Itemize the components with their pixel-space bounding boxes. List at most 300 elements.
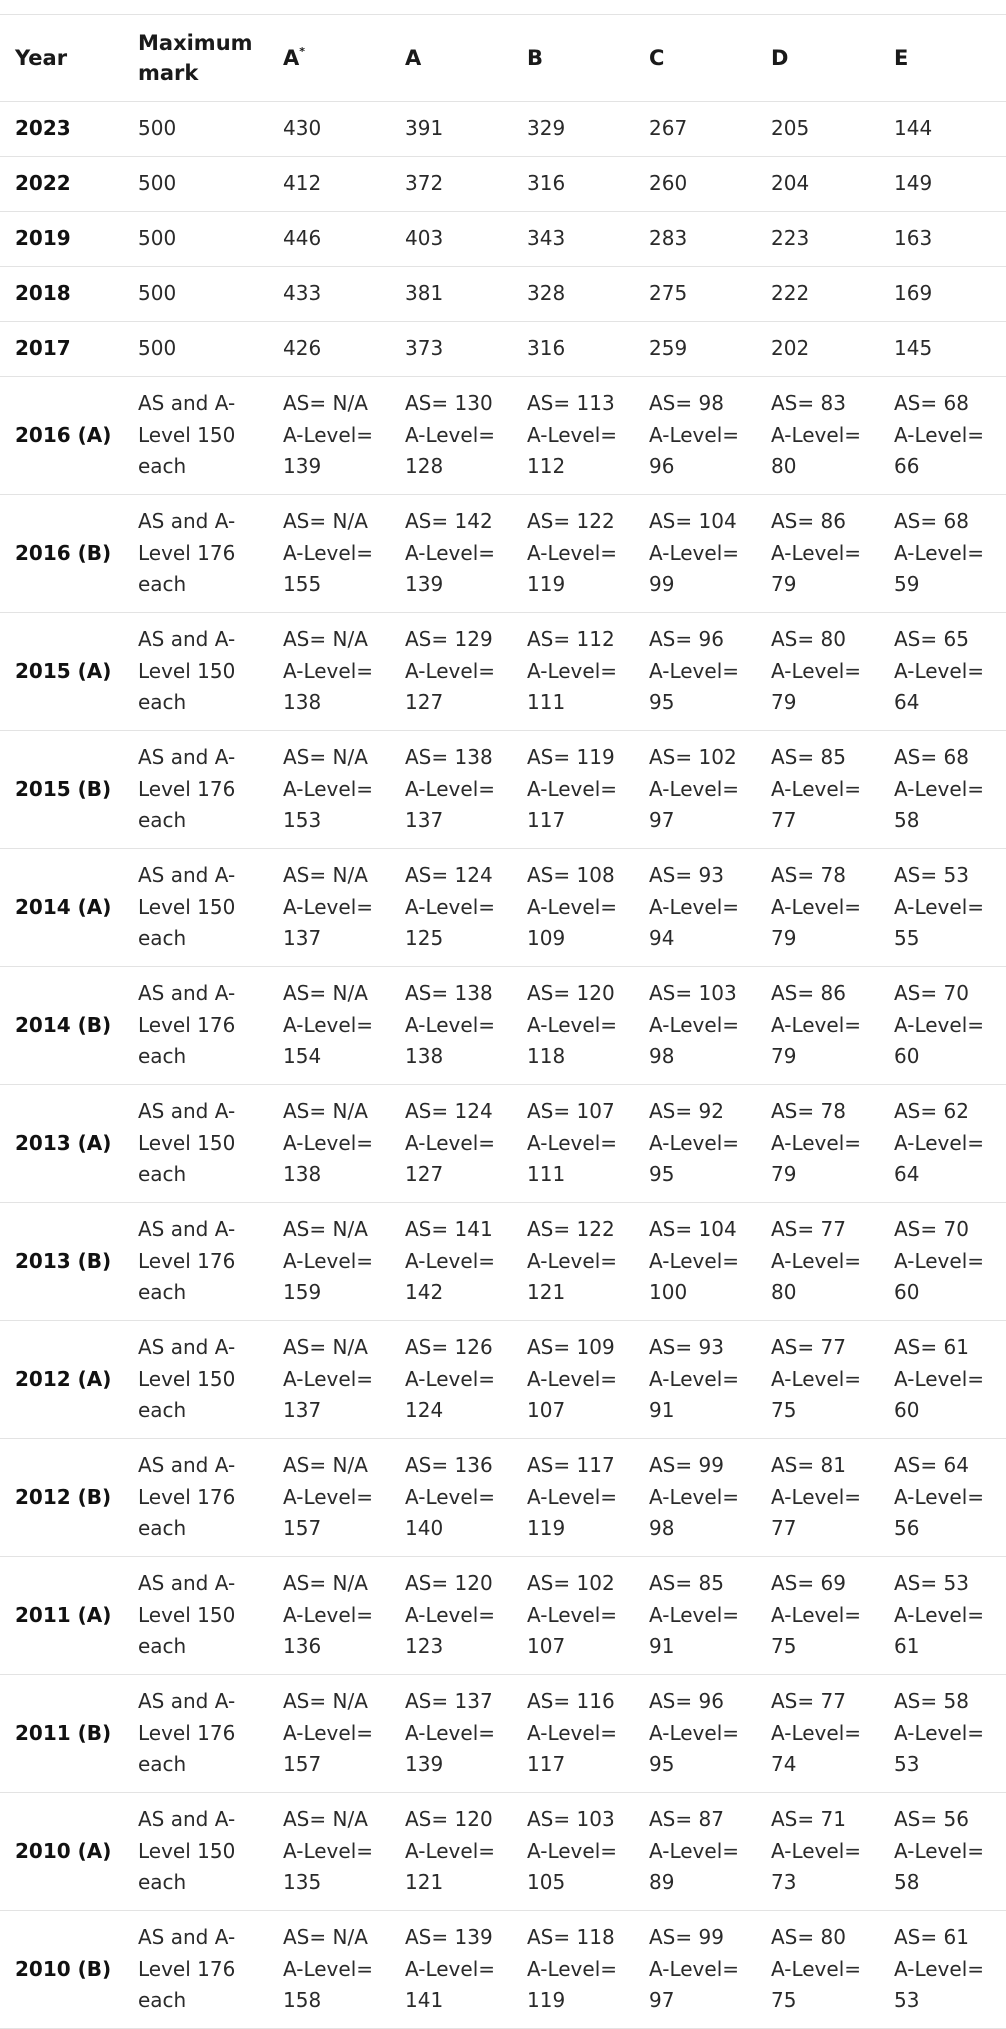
cell-line: A-Level= — [894, 776, 985, 801]
cell-line: AS= N/A — [283, 1099, 368, 1124]
cell-grade-d — [756, 1321, 879, 1439]
cell-line: 142 — [405, 1280, 444, 1305]
cell-grade-c — [634, 1203, 756, 1321]
cell-line: Level 176 — [138, 1956, 236, 1981]
cell-grade-c — [634, 1793, 756, 1911]
cell-line: Level 150 — [138, 1602, 236, 1627]
cell-line: 89 — [649, 1870, 675, 1895]
cell-line: 121 — [405, 1870, 444, 1895]
table-body — [0, 102, 1006, 2029]
cell-grade-a-star: 426 — [268, 322, 390, 377]
cell-line: AS and A- — [138, 1689, 236, 1714]
cell-line: 100 — [649, 1280, 688, 1305]
cell-line: A-Level= — [649, 1720, 740, 1745]
cell-line: A-Level= — [894, 1130, 985, 1155]
header-grade-e: E — [879, 15, 1006, 102]
cell-line: AS= 124 — [405, 1099, 493, 1124]
cell-line: AS= 126 — [405, 1335, 493, 1360]
cell-line: 139 — [283, 454, 322, 479]
cell-line: AS= 104 — [649, 509, 737, 534]
cell-grade-c: 267 — [634, 102, 756, 157]
cell-grade-a: 372 — [390, 157, 512, 212]
cell-line: A-Level= — [527, 540, 618, 565]
cell-year: 2014 (A) — [0, 849, 123, 967]
cell-line: A-Level= — [405, 1366, 496, 1391]
cell-line: A-Level= — [894, 1602, 985, 1627]
cell-line: 77 — [771, 1516, 797, 1541]
cell-line: A-Level= — [527, 1130, 618, 1155]
cell-line: AS and A- — [138, 1925, 236, 1950]
cell-line: 111 — [527, 690, 566, 715]
cell-grade-e — [879, 377, 1006, 495]
cell-line: 98 — [649, 1516, 675, 1541]
cell-line: A-Level= — [283, 776, 374, 801]
cell-line: AS= N/A — [283, 1335, 368, 1360]
cell-line: AS= 80 — [771, 627, 846, 652]
cell-line: A-Level= — [649, 1484, 740, 1509]
cell-line: A-Level= — [283, 540, 374, 565]
cell-line: 75 — [771, 1398, 797, 1423]
cell-line: AS= N/A — [283, 627, 368, 652]
cell-line: 53 — [894, 1752, 920, 1777]
cell-grade-c — [634, 1321, 756, 1439]
cell-line: 119 — [527, 572, 566, 597]
cell-line: A-Level= — [283, 1248, 374, 1273]
cell-grade-b — [512, 731, 634, 849]
cell-line: A-Level= — [283, 1838, 374, 1863]
cell-line: 53 — [894, 1988, 920, 2013]
cell-year: 2011 (B) — [0, 1675, 123, 1793]
cell-line: 139 — [405, 1752, 444, 1777]
cell-grade-b — [512, 1085, 634, 1203]
cell-line: AS and A- — [138, 1807, 236, 1832]
cell-line: 158 — [283, 1988, 322, 2013]
cell-line: A-Level= — [283, 1602, 374, 1627]
cell-line: AS= 122 — [527, 1217, 615, 1242]
cell-line: AS= 138 — [405, 745, 493, 770]
cell-grade-c: 260 — [634, 157, 756, 212]
cell-line: AS= 93 — [649, 863, 724, 888]
cell-grade-b — [512, 377, 634, 495]
cell-grade-e — [879, 1439, 1006, 1557]
cell-line: AS= 83 — [771, 391, 846, 416]
cell-line: A-Level= — [283, 1956, 374, 1981]
cell-line: 125 — [405, 926, 444, 951]
cell-line: AS and A- — [138, 391, 236, 416]
cell-line: A-Level= — [527, 776, 618, 801]
cell-line: A-Level= — [771, 1366, 862, 1391]
cell-grade-e: 163 — [879, 212, 1006, 267]
cell-line: each — [138, 926, 187, 951]
cell-grade-a — [390, 1675, 512, 1793]
cell-line: 121 — [527, 1280, 566, 1305]
cell-grade-e — [879, 1203, 1006, 1321]
cell-line: 119 — [527, 1516, 566, 1541]
cell-grade-b — [512, 1911, 634, 2029]
cell-line: Level 176 — [138, 1484, 236, 1509]
table-row — [0, 1793, 1006, 1911]
cell-line: A-Level= — [771, 1248, 862, 1273]
cell-line: 109 — [527, 926, 566, 951]
cell-line: AS= 138 — [405, 981, 493, 1006]
cell-grade-d — [756, 613, 879, 731]
cell-grade-d — [756, 1439, 879, 1557]
cell-line: A-Level= — [771, 540, 862, 565]
cell-grade-d — [756, 1203, 879, 1321]
cell-year: 2018 — [0, 267, 123, 322]
cell-line: each — [138, 808, 187, 833]
cell-line: AS= 109 — [527, 1335, 615, 1360]
cell-line: A-Level= — [649, 776, 740, 801]
cell-maximum-mark — [123, 1085, 268, 1203]
cell-line: 91 — [649, 1398, 675, 1423]
cell-grade-a-star: 446 — [268, 212, 390, 267]
cell-grade-a — [390, 1439, 512, 1557]
cell-line: 58 — [894, 1870, 920, 1895]
cell-line: AS= 120 — [527, 981, 615, 1006]
cell-line: AS= 136 — [405, 1453, 493, 1478]
cell-line: A-Level= — [527, 1366, 618, 1391]
cell-line: A-Level= — [894, 1484, 985, 1509]
cell-line: AS= N/A — [283, 981, 368, 1006]
cell-line: A-Level= — [894, 894, 985, 919]
cell-year: 2016 (A) — [0, 377, 123, 495]
cell-grade-d — [756, 967, 879, 1085]
cell-line: AS= 85 — [649, 1571, 724, 1596]
cell-line: AS= N/A — [283, 1807, 368, 1832]
cell-line: 139 — [405, 572, 444, 597]
cell-grade-b — [512, 1675, 634, 1793]
table-row — [0, 212, 1006, 267]
cell-line: AS= 68 — [894, 509, 969, 534]
cell-grade-e — [879, 1321, 1006, 1439]
header-grade-c: C — [634, 15, 756, 102]
cell-year: 2019 — [0, 212, 123, 267]
cell-line: AS and A- — [138, 1335, 236, 1360]
cell-grade-b: 329 — [512, 102, 634, 157]
cell-year: 2013 (B) — [0, 1203, 123, 1321]
cell-line: A-Level= — [649, 1012, 740, 1037]
cell-grade-c: 283 — [634, 212, 756, 267]
cell-grade-b — [512, 849, 634, 967]
header-maximum-mark-text: Maximum mark — [138, 31, 253, 85]
cell-line: 79 — [771, 690, 797, 715]
cell-line: A-Level= — [405, 1248, 496, 1273]
cell-line: A-Level= — [283, 658, 374, 683]
cell-grade-d: 223 — [756, 212, 879, 267]
cell-line: 117 — [527, 1752, 566, 1777]
cell-year: 2012 (B) — [0, 1439, 123, 1557]
cell-grade-a-star — [268, 1085, 390, 1203]
cell-line: A-Level= — [283, 1484, 374, 1509]
cell-line: A-Level= — [405, 1602, 496, 1627]
cell-line: AS= 112 — [527, 627, 615, 652]
cell-grade-c — [634, 1439, 756, 1557]
cell-grade-e: 149 — [879, 157, 1006, 212]
cell-line: AS and A- — [138, 1217, 236, 1242]
cell-grade-a — [390, 613, 512, 731]
cell-line: A-Level= — [405, 540, 496, 565]
cell-line: A-Level= — [771, 776, 862, 801]
cell-line: 79 — [771, 1162, 797, 1187]
cell-grade-a-star — [268, 377, 390, 495]
cell-grade-a-star — [268, 1439, 390, 1557]
cell-line: A-Level= — [405, 1484, 496, 1509]
cell-line: A-Level= — [405, 422, 496, 447]
cell-grade-e — [879, 1793, 1006, 1911]
cell-grade-e — [879, 613, 1006, 731]
cell-line: 96 — [649, 454, 675, 479]
cell-line: AS= 81 — [771, 1453, 846, 1478]
cell-grade-a-star — [268, 967, 390, 1085]
cell-year: 2010 (A) — [0, 1793, 123, 1911]
cell-line: AS= 70 — [894, 981, 969, 1006]
cell-grade-a — [390, 1203, 512, 1321]
cell-line: AS= 77 — [771, 1689, 846, 1714]
cell-line: A-Level= — [405, 658, 496, 683]
cell-year: 2017 — [0, 322, 123, 377]
cell-grade-d — [756, 849, 879, 967]
cell-line: AS= 113 — [527, 391, 615, 416]
cell-line: 118 — [527, 1044, 566, 1069]
cell-line: Level 176 — [138, 1012, 236, 1037]
cell-grade-c — [634, 1557, 756, 1675]
cell-grade-e — [879, 1557, 1006, 1675]
cell-line: A-Level= — [771, 894, 862, 919]
cell-line: A-Level= — [894, 1720, 985, 1745]
header-grade-a: A — [390, 15, 512, 102]
cell-line: A-Level= — [527, 894, 618, 919]
cell-line: AS= 77 — [771, 1217, 846, 1242]
cell-line: 73 — [771, 1870, 797, 1895]
table-row — [0, 157, 1006, 212]
cell-grade-a: 373 — [390, 322, 512, 377]
cell-line: 79 — [771, 926, 797, 951]
cell-line: 138 — [283, 690, 322, 715]
cell-line: AS= 117 — [527, 1453, 615, 1478]
cell-line: A-Level= — [405, 776, 496, 801]
cell-grade-b — [512, 495, 634, 613]
cell-line: AS= 62 — [894, 1099, 969, 1124]
cell-line: 61 — [894, 1634, 920, 1659]
cell-line: AS= 87 — [649, 1807, 724, 1832]
cell-line: AS= 70 — [894, 1217, 969, 1242]
cell-line: A-Level= — [894, 540, 985, 565]
cell-line: 141 — [405, 1988, 444, 2013]
cell-grade-d — [756, 1085, 879, 1203]
cell-line: 128 — [405, 454, 444, 479]
table-row — [0, 731, 1006, 849]
cell-year: 2014 (B) — [0, 967, 123, 1085]
cell-line: A-Level= — [894, 1956, 985, 1981]
cell-line: 157 — [283, 1752, 322, 1777]
cell-line: 94 — [649, 926, 675, 951]
cell-line: A-Level= — [527, 1012, 618, 1037]
cell-line: A-Level= — [283, 1012, 374, 1037]
header-grade-a-star-letter: A — [283, 46, 300, 70]
cell-line: A-Level= — [527, 658, 618, 683]
table-row — [0, 322, 1006, 377]
grade-boundaries-table — [0, 15, 1006, 2029]
cell-line: AS and A- — [138, 1453, 236, 1478]
cell-grade-a: 381 — [390, 267, 512, 322]
cell-line: AS= 102 — [649, 745, 737, 770]
cell-maximum-mark: 500 — [123, 157, 268, 212]
cell-line: each — [138, 1870, 187, 1895]
cell-line: AS= 71 — [771, 1807, 846, 1832]
cell-line: AS and A- — [138, 1099, 236, 1124]
cell-line: Level 150 — [138, 422, 236, 447]
cell-grade-b — [512, 1793, 634, 1911]
cell-line: each — [138, 572, 187, 597]
cell-maximum-mark — [123, 377, 268, 495]
cell-year: 2011 (A) — [0, 1557, 123, 1675]
cell-line: 75 — [771, 1634, 797, 1659]
cell-line: AS= 56 — [894, 1807, 969, 1832]
cell-line: AS= 61 — [894, 1335, 969, 1360]
cell-line: 137 — [283, 926, 322, 951]
cell-line: 60 — [894, 1398, 920, 1423]
cell-line: A-Level= — [771, 1956, 862, 1981]
cell-grade-e — [879, 731, 1006, 849]
cell-line: AS= 118 — [527, 1925, 615, 1950]
header-grade-d: D — [756, 15, 879, 102]
cell-line: A-Level= — [894, 1248, 985, 1273]
cell-line: 80 — [771, 1280, 797, 1305]
cell-year: 2010 (B) — [0, 1911, 123, 2029]
cell-grade-c — [634, 1085, 756, 1203]
cell-grade-d — [756, 1911, 879, 2029]
cell-line: AS= 122 — [527, 509, 615, 534]
cell-line: 66 — [894, 454, 920, 479]
cell-line: 56 — [894, 1516, 920, 1541]
cell-maximum-mark — [123, 1911, 268, 2029]
cell-grade-a — [390, 377, 512, 495]
cell-line: AS= 86 — [771, 509, 846, 534]
cell-grade-b: 316 — [512, 322, 634, 377]
cell-line: AS= 108 — [527, 863, 615, 888]
cell-grade-b: 343 — [512, 212, 634, 267]
cell-maximum-mark — [123, 495, 268, 613]
cell-line: 111 — [527, 1162, 566, 1187]
cell-line: AS= 129 — [405, 627, 493, 652]
cell-line: 80 — [771, 454, 797, 479]
cell-line: AS= N/A — [283, 1217, 368, 1242]
cell-maximum-mark — [123, 1793, 268, 1911]
cell-line: 95 — [649, 1752, 675, 1777]
cell-maximum-mark: 500 — [123, 267, 268, 322]
cell-line: AS= N/A — [283, 509, 368, 534]
cell-line: AS= 130 — [405, 391, 493, 416]
cell-grade-a — [390, 1557, 512, 1675]
cell-line: AS and A- — [138, 627, 236, 652]
cell-grade-d — [756, 1793, 879, 1911]
cell-line: A-Level= — [527, 1484, 618, 1509]
cell-line: A-Level= — [283, 1366, 374, 1391]
cell-line: 137 — [283, 1398, 322, 1423]
cell-line: A-Level= — [649, 422, 740, 447]
cell-line: A-Level= — [405, 1838, 496, 1863]
cell-line: AS= 107 — [527, 1099, 615, 1124]
cell-line: 107 — [527, 1634, 566, 1659]
cell-line: A-Level= — [894, 658, 985, 683]
cell-line: A-Level= — [405, 1956, 496, 1981]
cell-grade-a — [390, 1321, 512, 1439]
cell-line: AS= 120 — [405, 1807, 493, 1832]
cell-grade-a-star — [268, 731, 390, 849]
cell-line: 136 — [283, 1634, 322, 1659]
cell-line: AS= N/A — [283, 391, 368, 416]
header-grade-a-star-asterisk: * — [299, 45, 306, 58]
cell-grade-a — [390, 967, 512, 1085]
cell-grade-e — [879, 967, 1006, 1085]
cell-line: 135 — [283, 1870, 322, 1895]
cell-line: AS= 68 — [894, 745, 969, 770]
cell-line: A-Level= — [649, 1838, 740, 1863]
cell-line: AS= 58 — [894, 1689, 969, 1714]
cell-line: 157 — [283, 1516, 322, 1541]
cell-line: AS= 78 — [771, 1099, 846, 1124]
header-grade-b: B — [512, 15, 634, 102]
cell-grade-e — [879, 1675, 1006, 1793]
cell-grade-a — [390, 731, 512, 849]
cell-line: AS= N/A — [283, 1571, 368, 1596]
cell-line: AS and A- — [138, 745, 236, 770]
cell-grade-b — [512, 1439, 634, 1557]
cell-line: AS= 99 — [649, 1453, 724, 1478]
cell-line: A-Level= — [527, 1720, 618, 1745]
cell-grade-e — [879, 1085, 1006, 1203]
cell-line: each — [138, 1398, 187, 1423]
cell-grade-a: 391 — [390, 102, 512, 157]
table-row — [0, 1675, 1006, 1793]
cell-maximum-mark — [123, 1439, 268, 1557]
cell-line: each — [138, 1162, 187, 1187]
cell-grade-a-star — [268, 849, 390, 967]
cell-line: AS= 85 — [771, 745, 846, 770]
cell-line: AS= 61 — [894, 1925, 969, 1950]
cell-line: AS= 99 — [649, 1925, 724, 1950]
cell-grade-a-star — [268, 1321, 390, 1439]
cell-line: A-Level= — [649, 1130, 740, 1155]
cell-line: A-Level= — [771, 1484, 862, 1509]
cell-grade-e — [879, 495, 1006, 613]
cell-line: A-Level= — [649, 1366, 740, 1391]
cell-line: 137 — [405, 808, 444, 833]
cell-grade-b — [512, 967, 634, 1085]
cell-line: Level 150 — [138, 658, 236, 683]
cell-line: AS= N/A — [283, 863, 368, 888]
cell-grade-a-star: 430 — [268, 102, 390, 157]
cell-line: Level 150 — [138, 894, 236, 919]
cell-line: A-Level= — [894, 1012, 985, 1037]
cell-maximum-mark — [123, 967, 268, 1085]
cell-line: AS= 142 — [405, 509, 493, 534]
cell-line: AS= N/A — [283, 1925, 368, 1950]
cell-line: A-Level= — [894, 1838, 985, 1863]
cell-line: AS= 124 — [405, 863, 493, 888]
cell-line: each — [138, 1516, 187, 1541]
cell-line: 74 — [771, 1752, 797, 1777]
cell-line: A-Level= — [771, 422, 862, 447]
cell-grade-e — [879, 849, 1006, 967]
cell-line: A-Level= — [527, 1602, 618, 1627]
cell-line: AS= 64 — [894, 1453, 969, 1478]
cell-line: 107 — [527, 1398, 566, 1423]
cell-line: AS= 103 — [649, 981, 737, 1006]
cell-line: Level 176 — [138, 540, 236, 565]
cell-grade-a-star — [268, 1793, 390, 1911]
